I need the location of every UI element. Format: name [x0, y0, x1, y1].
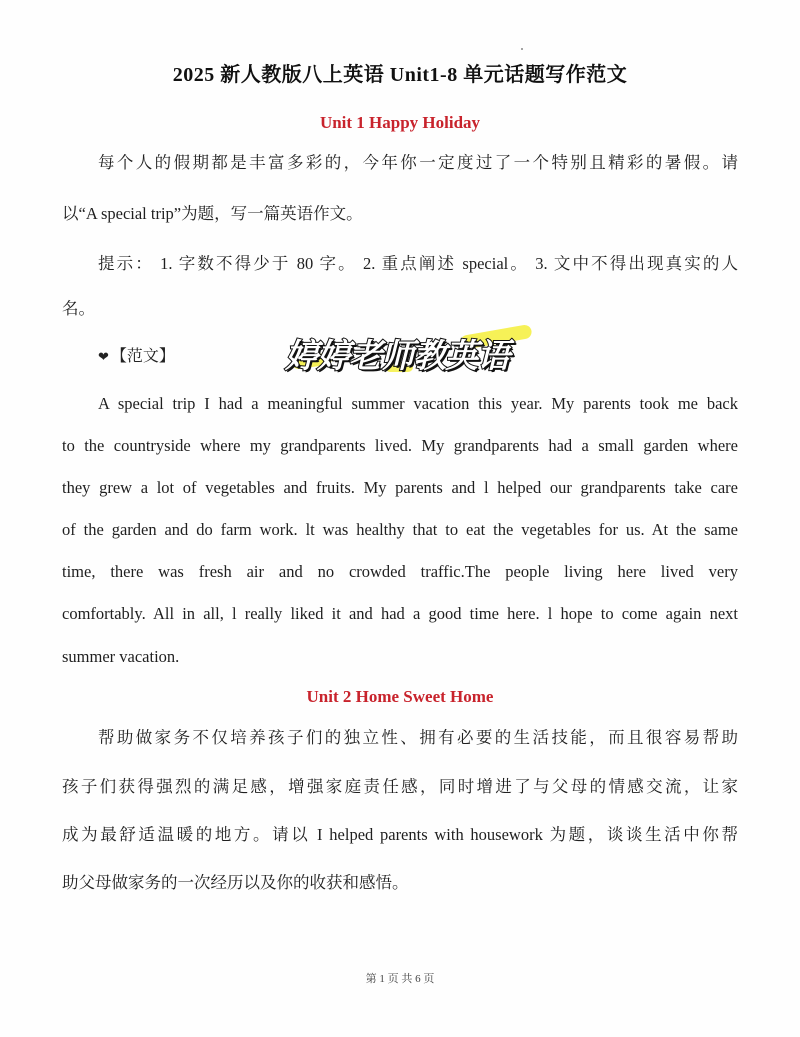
essay-line: time, there was fresh air and no crowded traffic.The people living here lived very [62, 562, 738, 581]
essay-line: they grew a lot of vegetables and fruits. My parents and l helped our grandparents take care [62, 478, 738, 497]
essay-line: A special trip I had a meaningful summer vacation this year. My parents took me back [98, 394, 738, 413]
unit-2-prompt-line: 成为最舒适温暖的地方。请以 I helped parents with housework 为题，谈谈生活中你帮 [62, 825, 738, 844]
watermark-text: 婷婷老师教英语 [285, 336, 509, 375]
unit-1-prompt-line: 每个人的假期都是丰富多彩的，今年你一定度过了一个特别且精彩的暑假。请 [98, 153, 738, 172]
heart-icon: ❤ [98, 349, 109, 364]
unit-2-prompt-line: 帮助做家务不仅培养孩子们的独立性、拥有必要的生活技能，而且很容易帮助 [98, 728, 738, 747]
unit-2-prompt-line: 孩子们获得强烈的满足感，增强家庭责任感，同时增进了与父母的情感交流，让家 [62, 777, 738, 796]
unit-1-prompt-line: 以“A special trip”为题，写一篇英语作文。 [62, 204, 363, 223]
speck [521, 48, 523, 50]
unit-1-heading: Unit 1 Happy Holiday [319, 113, 481, 132]
essay-line: to the countryside where my grandparents lived. My grandparents had a small garden where [62, 436, 738, 455]
unit-2-heading: Unit 2 Home Sweet Home [306, 687, 494, 706]
essay-line: of the garden and do farm work. lt was healthy that to eat the vegetables for us. At the same [62, 520, 738, 539]
unit-1-hint-line: 名。 [62, 299, 95, 318]
unit-1-hint-line: 提示： 1. 字数不得少于 80 字。 2. 重点阐述 special。 3. 文中不得出现真实的人 [98, 254, 738, 273]
document-title: 2025 新人教版八上英语 Unit1-8 单元话题写作范文 [172, 64, 628, 86]
unit-2-prompt-line: 助父母做家务的一次经历以及你的收获和感悟。 [62, 873, 409, 892]
essay-line: comfortably. All in all, l really liked it and had a good time here. l hope to come again next [62, 604, 738, 623]
page-number: 第 1 页 共 6 页 [365, 973, 435, 985]
sample-essay-label [98, 343, 175, 366]
essay-line: summer vacation. [62, 647, 180, 666]
sample-label-text: 【范文】 [110, 348, 175, 365]
